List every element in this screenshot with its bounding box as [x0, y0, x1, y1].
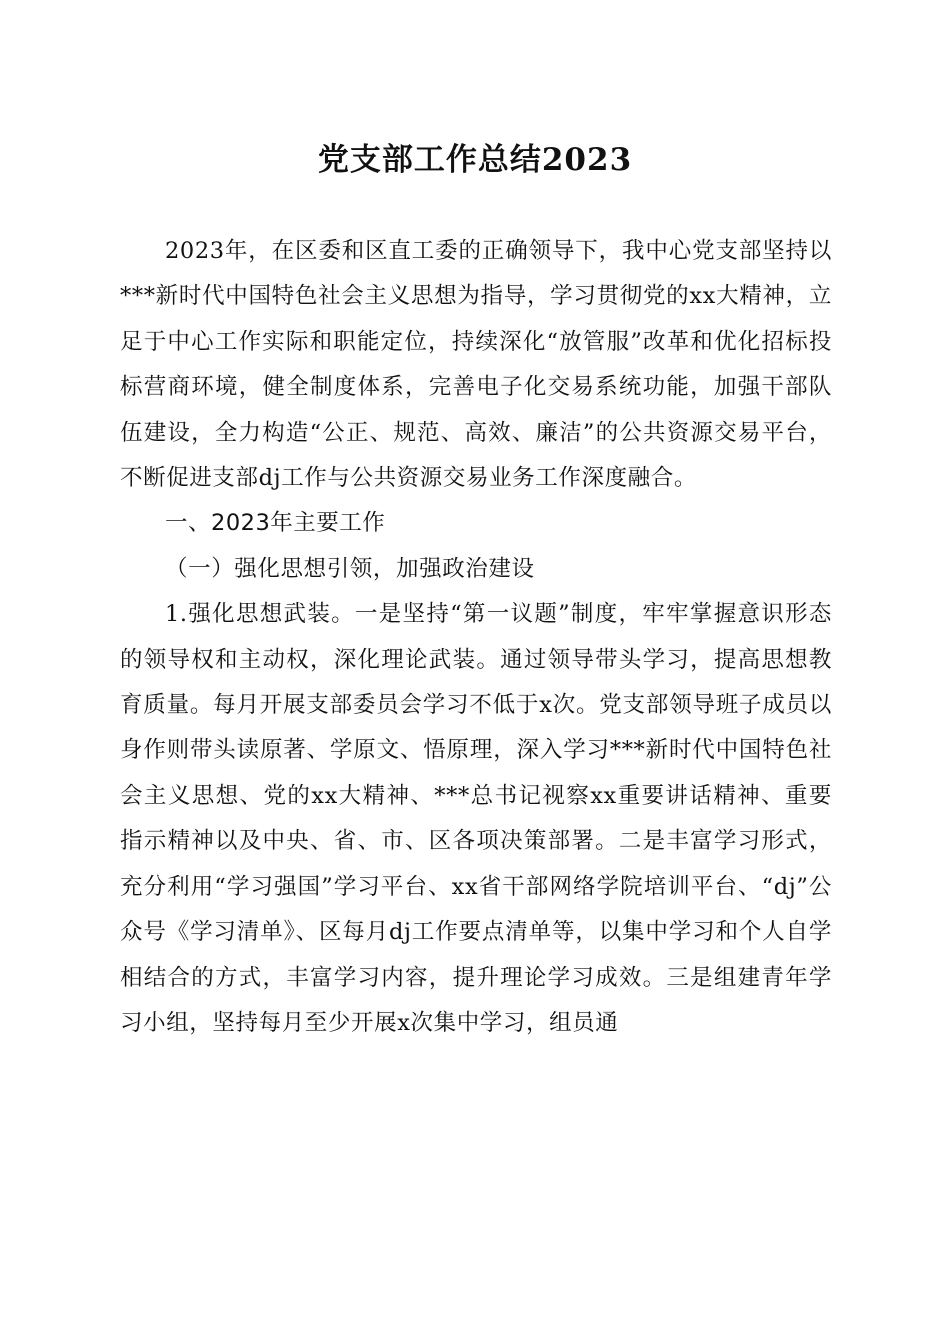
document-title: 党支部工作总结2023 [317, 142, 633, 178]
document-body [120, 229, 832, 1046]
section-heading: 一、2023年主要工作 [165, 510, 386, 537]
item-paragraph: 1.强化思想武装。一是坚持“第一议题”制度，牢牢掌握意识形态的领导权和主动权，深化理论武装。通过领导带头学习，提高思想教育质量。每月开展支部委员会学习不低于x次。党支部领导班子成员以身作则带头读原著、学原文、悟原理，深入学习***新时代中国特色社会主义思想、党的xx大精神、***总书记视察xx重要讲话精神、重要指示精神以及中央、省、市、区各项决策部署。二是丰富学习形式，充分利用“学习强国”学习平台、xx省干部网络学院培训平台、“dj”公众号《学习清单》、区每月dj工作要点清单等，以集中学习和个人自学相结合的方式，丰富学习内容，提升理论学习成效。三是组建青年学习小组，坚持每月至少开展x次集中学习，组员通 [120, 601, 832, 1036]
subsection-heading: （一）强化思想引领，加强政治建设 [165, 555, 535, 582]
intro-paragraph: 2023年，在区委和区直工委的正确领导下，我中心党支部坚持以***新时代中国特色社会主义思想为指导，学习贯彻党的xx大精神，立足于中心工作实际和职能定位，持续深化“放管服”改革和优化招标投标营商环境，健全制度体系，完善电子化交易系统功能，加强干部队伍建设，全力构造“公正、规范、高效、廉洁”的公共资源交易平台，不断促进支部dj工作与公共资源交易业务工作深度融合。 [120, 238, 832, 492]
